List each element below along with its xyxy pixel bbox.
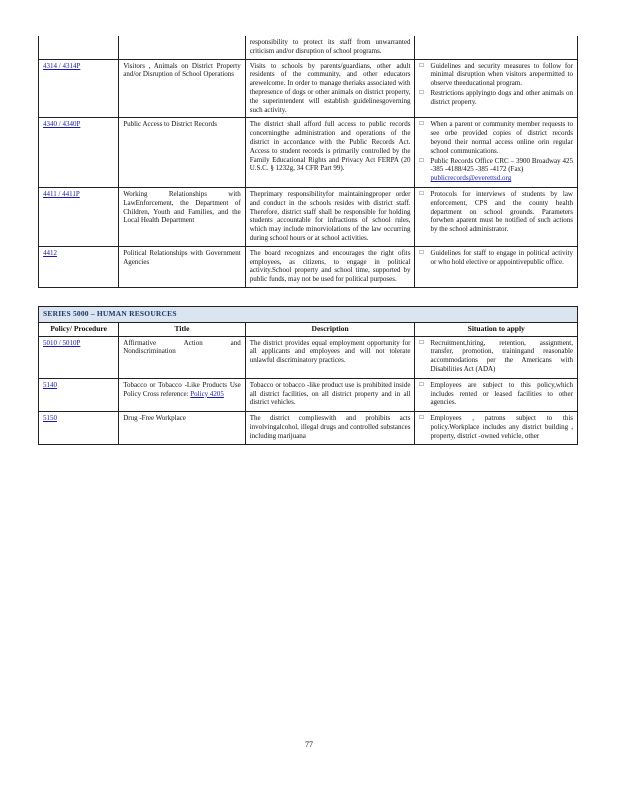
policy-cross-reference-link[interactable]: Policy 4205 (190, 389, 224, 398)
policy-situation (415, 336, 578, 378)
situation-item: □ Guidelines and security measures to follow for minimal disruption when visitors arepermitted to observe theeducational program. (419, 62, 573, 88)
situation-item: □ Public Records Office CRC – 3900 Broadway 425 -385 -4188/425 -385 -4172 (Fax) publicrecords@everettsd.org (419, 157, 573, 183)
policy-description: Tobacco or tobacco -like product use is prohibited inside all district facilities, on all district property and in all district vehicles. (245, 378, 415, 411)
policy-table-continued (38, 36, 578, 288)
situation-item: □ When a parent or community member requests to see orbe provided copies of district records beyond their normal access online orin regular school communications. (419, 120, 573, 155)
situation-item: □ Recruitment,hiring, retention, assignment, transfer, promotion, trainingand reasonable accommodations per the Americans with Disabilities Act (ADA) (419, 339, 573, 374)
column-header-row (39, 322, 578, 336)
policy-code-link[interactable]: 4411 / 4411P (43, 189, 80, 198)
situation-item: □ Guidelines for staff to engage in political activity or who hold elective or appointivepublic office. (419, 249, 573, 267)
policy-code-link[interactable]: 5150 (43, 414, 57, 423)
policy-description: The district shall afford full access to public records concerningthe administration and operations of the district in accordance with the Public Records Act. Access to student records is primarily controlled by the Family Educational Rights and Privacy Act FERPA (20 U.S.C. § 1232g, 34 CFR Part 99). (245, 118, 415, 188)
policy-situation (415, 59, 578, 118)
policy-situation (415, 36, 578, 59)
policy-code-link[interactable]: 4340 / 4340P (43, 120, 81, 129)
situation-item: □ Protocols for interviews of students by law enforcement, CPS and the county health department on school grounds. Parameters forwhen aparent must be notified of such actions by the school administrator. (419, 190, 573, 234)
policy-situation (415, 246, 578, 287)
policy-description: The district provides equal employment opportunity for all applicants and employees and will not tolerate unlawful discriminatory practices. (245, 336, 415, 378)
policy-title: Public Access to District Records (119, 118, 246, 188)
series-5000-table (38, 306, 578, 446)
column-header-title: Title (119, 322, 246, 336)
column-header-situation: Situation to apply (415, 322, 578, 336)
column-header-policy: Policy/ Procedure (39, 322, 119, 336)
policy-title: Visitors , Animals on District Property and/or Disruption of School Operations (119, 59, 246, 118)
table-row (39, 378, 578, 411)
series-header-row (39, 306, 578, 322)
situation-item: □ Employees are subject to this policy,which includes rented or leased facilities to other agencies. (419, 381, 573, 407)
policy-situation (415, 378, 578, 411)
policy-code-link[interactable]: 5140 (43, 380, 57, 389)
situation-item: □ Employees , patrons subject to this policy.Workplace includes any district building , property, district -owned vehicle, other (419, 414, 573, 440)
policy-description: Theprimary responsibilityfor maintainingproper order and conduct in the schools resides with district staff. Therefore, district staff shall be responsible for holding students accountable for infractions of school rules, which may include minorviolations of the law occurring during school hours or at school activities. (245, 187, 415, 246)
series-title: SERIES 5000 – HUMAN RESOURCES (39, 306, 578, 322)
policy-code-link[interactable]: 5010 / 5010P (43, 338, 81, 347)
policy-title (119, 36, 246, 59)
policy-code (39, 36, 119, 59)
policy-code-link[interactable]: 4412 (43, 248, 57, 257)
policy-situation (415, 118, 578, 188)
document-page (38, 36, 578, 445)
policy-title: Political Relationships with Government Agencies (119, 246, 246, 287)
policy-title: Tobacco or Tobacco -Like Products Use Policy Cross reference: Policy 4205 (119, 378, 246, 411)
policy-description: The district complieswith and prohibits acts involvingalcohol, illegal drugs and controlled substances including marijuana (245, 412, 415, 445)
policy-title: Working Relationships with LawEnforcement, the Department of Children, Youth and Families, and the Local Health Department (119, 187, 246, 246)
page-number: 77 (305, 740, 313, 749)
policy-situation (415, 412, 578, 445)
table-row (39, 187, 578, 246)
policy-title: Affirmative Action and Nondiscrimination (119, 336, 246, 378)
policy-title: Drug -Free Workplace (119, 412, 246, 445)
table-row (39, 412, 578, 445)
situation-item: □ Restrictions applyingto dogs and other animals on district property. (419, 89, 573, 107)
email-link[interactable]: publicrecords@everettsd.org (430, 174, 512, 183)
column-header-description: Description (245, 322, 415, 336)
policy-description: responsibility to protect its staff from unwarranted criticism and/or disruption of school programs. (245, 36, 415, 59)
table-row (39, 336, 578, 378)
table-row (39, 246, 578, 287)
policy-description: The board recognizes and encourages the right ofits employees, as citizens, to engage in political activity.School property and school time, supported by public funds, may not be used for political purposes. (245, 246, 415, 287)
policy-situation (415, 187, 578, 246)
table-row (39, 118, 578, 188)
table-row (39, 59, 578, 118)
table-row (39, 36, 578, 59)
policy-code-link[interactable]: 4314 / 4314P (43, 61, 81, 70)
policy-description: Visits to schools by parents/guardians, other adult residents of the community, and other educators arewelcome. In order to manage theriaks associated with thepresence of dogs or other animals on district property, the superintendent will establish guidelinesgoverning such activity. (245, 59, 415, 118)
table-gap (38, 288, 578, 306)
